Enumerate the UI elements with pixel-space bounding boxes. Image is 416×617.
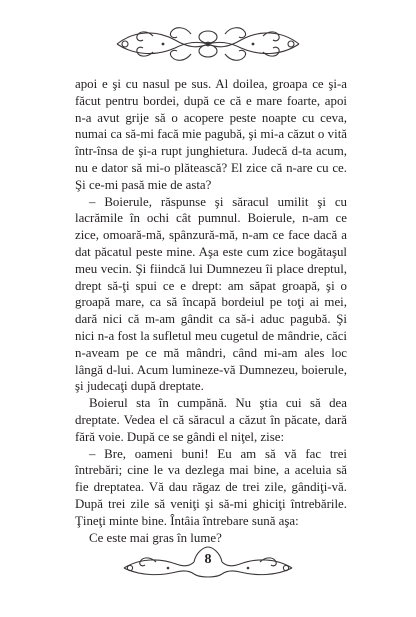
- paragraph: Boierul sta în cumpănă. Nu ştia cui să dea dreptate. Vedea el că săracul a căzut în păcate, dară fără voie. După ce se gândi el niţel, zise:: [75, 396, 347, 444]
- paragraph: apoi e şi cu nasul pe sus. Al doilea, groapa ce şi-a făcut pentru bordei, după ce că e mare foarte, apoi n-a avut grije să o acopere peste noapte cu ceva, numai ca să-mi facă mie pagubă, şi mi-a căzut o vită într-însa de şi-a rupt junghietura. Judecă d-ta acum, nu e dator să mi-o plătească? El zice că n-are cu ce. Şi ce-mi pasă mie de asta?: [75, 77, 347, 192]
- paragraph: Ce este mai gras în lume?: [89, 530, 222, 545]
- page-number: 8: [204, 552, 212, 567]
- page-body-text: [75, 76, 347, 546]
- paragraph: – Bre, oameni buni! Eu am să vă fac trei întrebări; cine le va dezlega mai bine, a aceluia să fie dreptatea. Vă dau răgaz de trei zile, gândiţi-vă. După trei zile să veniţi şi să-mi ghiciţi întrebările. Ţineţi minte bine. Întâia întrebare sună aşa:: [75, 446, 347, 528]
- header-ornament: [113, 22, 303, 64]
- paragraph: – Boierule, răspunse şi săracul umilit şi cu lacrămile în ochi cât pumnul. Boierule, n-am ce zice, omoară-mă, spânzură-mă, n-am ce face dacă a dat păcatul peste mine. Aşa este cum zice bogătaşul meu vecin. Şi fiindcă lui Dumnezeu îi place dreptul, drept să-ţi spui ce e drept: am săpat groapă, şi o groapă mare, ca să încapă bordeiul pe toţi ai mei, dară nici că m-am gândit ca să-i aduc pagubă. Şi nici n-a fost la sufletul meu cugetul de mândrie, căci n-aveam pe ce mă mândri, când mi-am ales loc lângă d-lui. Acum lumineze-vă Dumnezeu, boierule, şi judecaţi după dreptate.: [75, 194, 347, 394]
